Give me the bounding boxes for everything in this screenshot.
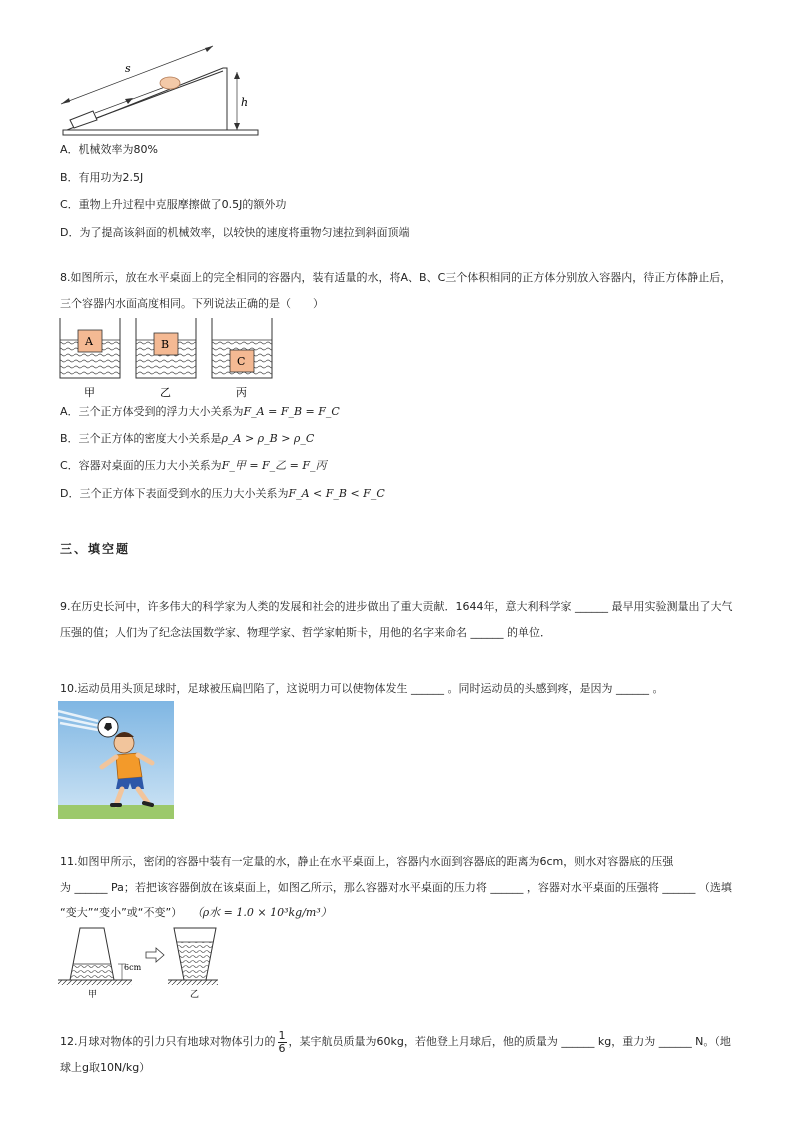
q11-line1: 11.如图甲所示，密闭的容器中装有一定量的水，静止在水平桌面上，容器内水面到容器底的距离为6cm，则水对容器底的压强 bbox=[60, 855, 674, 868]
label-6cm: 6cm bbox=[124, 963, 142, 972]
q8-option-a-math: F_A = F_B = F_C bbox=[243, 405, 340, 418]
cube-c-label: C bbox=[237, 355, 246, 368]
label-h: h bbox=[241, 96, 249, 109]
q12-frac-num: 1 bbox=[278, 1028, 286, 1042]
q12-fraction bbox=[278, 1030, 287, 1055]
caption-q11-jia: 甲 bbox=[88, 990, 98, 1000]
cube-a-label: A bbox=[85, 335, 93, 348]
q8-stem-line2: 三个容器内水面高度相同。下列说法正确的是（ ） bbox=[60, 297, 324, 310]
caption-jia: 甲 bbox=[84, 386, 95, 399]
q10-line1: 10.运动员用头顶足球时，足球被压扁凹陷了，这说明力可以使物体发生 ______ 。同时运动员的头感到疼，是因为 ______ 。 bbox=[60, 682, 664, 695]
q11-density: （ρ水 = 1.0 × 10³kg/m³） bbox=[191, 906, 332, 919]
q9-line2: 压强的值；人们为了纪念法国数学家、物理学家、哲学家帕斯卡，用他的名字来命名 ______ 的单位． bbox=[60, 626, 551, 639]
q7-option-d: D．为了提高该斜面的机械效率，以较快的速度将重物匀速拉到斜面顶端 bbox=[60, 226, 410, 239]
q8-option-c bbox=[60, 459, 327, 473]
q8-option-b-math: ρ_A > ρ_B > ρ_C bbox=[221, 432, 315, 445]
q7-option-a: A．机械效率为80% bbox=[60, 143, 158, 156]
q11-line3-text: “变大”“变小”或“不变”） bbox=[60, 906, 183, 919]
q12-line1 bbox=[60, 1028, 731, 1056]
q12-line2: 球上g取10N/kg） bbox=[60, 1061, 151, 1074]
q8-option-a-text: A．三个正方体受到的浮力大小关系为 bbox=[60, 405, 244, 418]
q8-option-b-text: B．三个正方体的密度大小关系是 bbox=[60, 432, 222, 445]
q11-line2: 为 ______ Pa；若把该容器倒放在该桌面上，如图乙所示，那么容器对水平桌面的压力将 ______ ，容器对水平桌面的压强将 ______ （选填 bbox=[60, 881, 732, 894]
q8-option-c-math: F_甲 = F_乙 = F_丙 bbox=[221, 459, 327, 472]
incline-figure bbox=[55, 38, 265, 140]
section-title: 三、填空题 bbox=[60, 542, 131, 556]
q8-option-d bbox=[60, 487, 385, 501]
inverted-container-figure bbox=[58, 924, 218, 1000]
q11-line3 bbox=[60, 906, 332, 920]
q12-frac-den: 6 bbox=[278, 1041, 286, 1055]
cube-b-label: B bbox=[161, 338, 170, 351]
q8-stem-line1: 8.如图所示，放在水平桌面上的完全相同的容器内，装有适量的水，将A、B、C三个体积相同的正方体分别放入容器内，待正方体静止后， bbox=[60, 271, 732, 284]
q9-line1: 9.在历史长河中，许多伟大的科学家为人类的发展和社会的进步做出了重大贡献．1644年，意大利科学家 ______ 最早用实验测量出了大气 bbox=[60, 600, 733, 613]
q8-option-d-math: F_A < F_B < F_C bbox=[288, 487, 385, 500]
q12-line1-post: ，某宇航员质量为60kg，若他登上月球后，他的质量为 ______ kg，重力为 ______ N。（地 bbox=[288, 1035, 731, 1048]
caption-yi: 乙 bbox=[160, 386, 171, 399]
label-s: s bbox=[125, 62, 131, 75]
q8-option-b bbox=[60, 432, 314, 446]
q8-option-d-text: D．三个正方体下表面受到水的压力大小关系为 bbox=[60, 487, 289, 500]
q8-option-c-text: C．容器对桌面的压力大小关系为 bbox=[60, 459, 222, 472]
caption-bing: 丙 bbox=[236, 386, 247, 399]
q8-option-a bbox=[60, 405, 340, 419]
containers-figure bbox=[58, 316, 278, 402]
soccer-header-illustration bbox=[58, 701, 174, 819]
q7-option-b: B．有用功为2.5J bbox=[60, 171, 144, 184]
q7-option-c: C．重物上升过程中克服摩擦做了0.5J的额外功 bbox=[60, 198, 287, 211]
q12-line1-pre: 12.月球对物体的引力只有地球对物体引力的 bbox=[60, 1035, 276, 1048]
caption-q11-yi: 乙 bbox=[190, 990, 200, 1000]
